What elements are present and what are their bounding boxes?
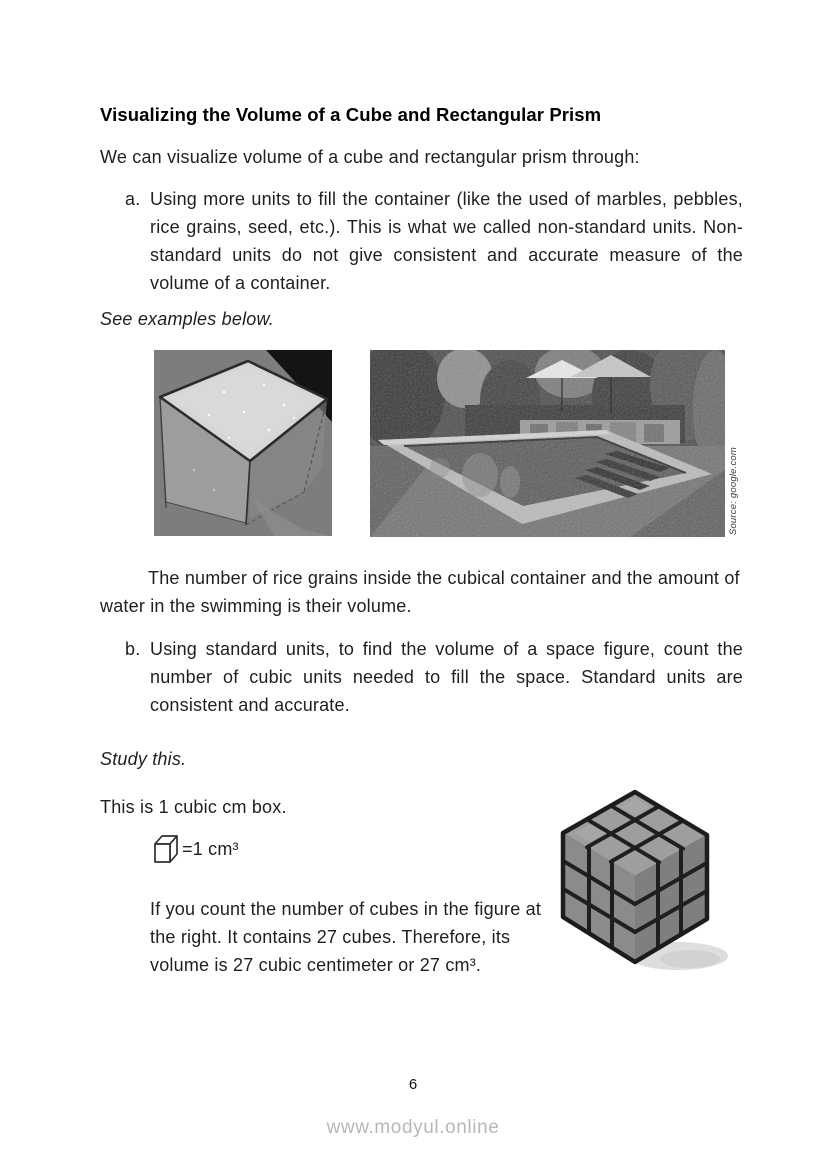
list-item-a-text: Using more units to fill the container (like the used of marbles, pebbles, rice grains, seed, etc.). This is what we called non-standard units. Non-standard units do not give consistent and accurate measure of the volume of a container. — [150, 189, 743, 293]
unit-cube-icon — [152, 834, 179, 864]
list-marker-a: a. — [125, 189, 141, 209]
image-source-credit: Source: google.com — [728, 446, 739, 535]
list-marker-b: b. — [125, 639, 141, 659]
list-item-b-text: Using standard units, to find the volume of a space figure, count the number of cubic units needed to fill the space. Standard units are consistent and accurate. — [150, 639, 743, 715]
rice-cube-image — [154, 350, 332, 536]
list-item-b — [125, 635, 743, 719]
figure-row — [154, 350, 743, 537]
list-item-a — [125, 185, 743, 297]
cubic-box-line: This is 1 cubic cm box. — [100, 797, 287, 817]
pool-figure-wrap — [370, 350, 739, 537]
count-paragraph: If you count the number of cubes in the figure at the right. It contains 27 cubes. Therefore, its volume is 27 cubic centimeter or 27 cm³. — [150, 899, 542, 975]
see-examples-caption: See examples below. — [100, 309, 274, 329]
page-number: 6 — [408, 1076, 418, 1093]
intro-paragraph: We can visualize volume of a cube and rectangular prism through: — [100, 147, 640, 167]
cube-27-units-image — [550, 786, 730, 976]
rice-paragraph: The number of rice grains inside the cubical container and the amount of water in the swimming is their volume. — [100, 568, 740, 616]
footer-url: www.modyul.online — [326, 1117, 500, 1138]
study-this-caption: Study this. — [100, 749, 187, 769]
page-title: Visualizing the Volume of a Cube and Rectangular Prism — [100, 104, 602, 125]
swimming-pool-image — [370, 350, 725, 537]
unit-equation: =1 cm³ — [182, 839, 239, 859]
